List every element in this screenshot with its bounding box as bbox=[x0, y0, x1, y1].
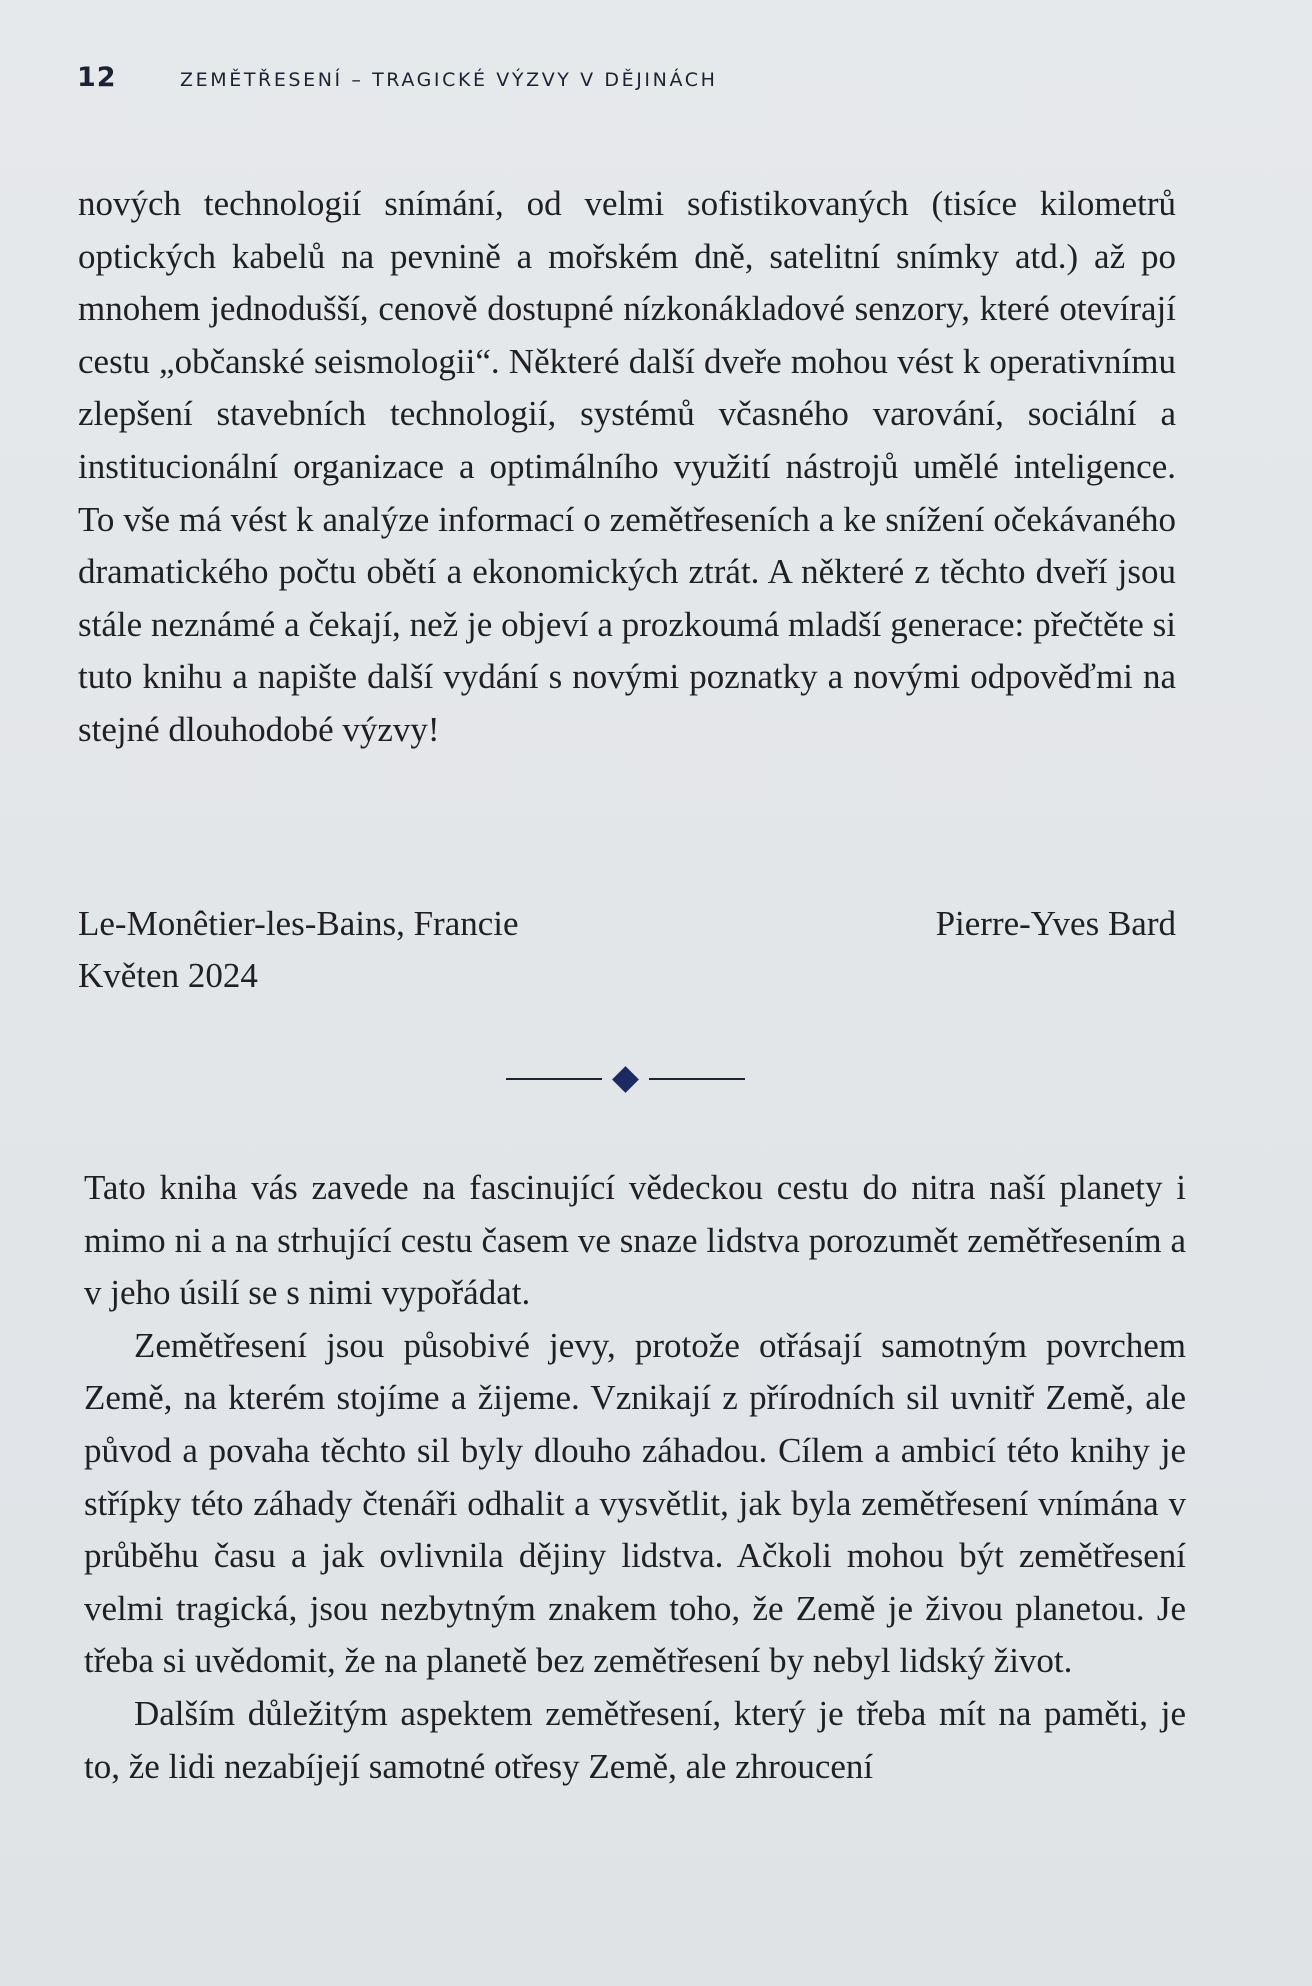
running-header bbox=[77, 62, 717, 93]
paragraph: Tato kniha vás zavede na fascinující vědeckou cestu do nitra naší planety i mimo ni a na strhující cestu časem ve snaze lidstva porozumět zemětřesením a v jeho úsilí se s nimi vypořádat. bbox=[84, 1168, 1186, 1313]
section-divider bbox=[494, 1064, 756, 1094]
signature-date: Květen 2024 bbox=[78, 956, 258, 995]
page-number: 12 bbox=[77, 62, 117, 93]
signature-author: Pierre-Yves Bard bbox=[935, 904, 1176, 943]
running-title: ZEMĚTŘESENÍ – TRAGICKÉ VÝZVY V DĚJINÁCH bbox=[180, 69, 718, 91]
introduction-text bbox=[84, 1162, 1186, 1793]
paragraph: Dalším důležitým aspektem zemětřesení, který je třeba mít na paměti, je to, že lidi nezabíjejí samotné otřesy Země, ale zhroucení bbox=[84, 1693, 1186, 1786]
divider-line-right bbox=[649, 1078, 745, 1080]
diamond-ornament-icon bbox=[612, 1066, 639, 1093]
divider-line-left bbox=[506, 1078, 602, 1080]
signature-row bbox=[78, 898, 1176, 950]
paragraph: Zemětřesení jsou působivé jevy, protože otřásají samotným povrchem Země, na kterém stojíme a žijeme. Vznikají z přírodních sil uvnitř Země, ale původ a povaha těchto sil byly dlouho záhadou. Cílem a ambicí této knihy je střípky této záhady čtenáři odhalit a vysvětlit, jak byla zemětřesení vnímána v průběhu času a jak ovlivnila dějiny lidstva. Ačkoli mohou být zemětřesení velmi tragická, jsou nezbytným znakem toho, že Země je živou planetou. Je třeba si uvědomit, že na planetě bez zemětřesení by nebyl lidský život. bbox=[84, 1325, 1186, 1681]
signature-place: Le-Monêtier-les-Bains, Francie bbox=[78, 904, 519, 943]
signature-block bbox=[78, 898, 1176, 1002]
paragraph: nových technologií snímání, od velmi sofistikovaných (tisíce kilometrů optických kabelů na pevnině a mořském dně, satelitní snímky atd.) až po mnohem jednodušší, cenově dostupné nízkonákladové senzory, které otevírají cestu „občanské seismologii“. Některé další dveře mohou vést k operativnímu zlepšení stavebních technologií, systémů včasného varování, sociální a institucionální organizace a optimálního využití nástrojů umělé inteligence. To vše má vést k analýze informací o zemětřeseních a ke snížení očekávaného dramatického počtu obětí a ekonomických ztrát. A některé z těchto dveří jsou stále neznámé a čekají, než je objeví a prozkoumá mladší generace: přečtěte si tuto knihu a napište další vydání s novými poznatky a novými odpověďmi na stejné dlouhodobé výzvy! bbox=[78, 184, 1176, 749]
foreword-closing-text bbox=[78, 178, 1176, 757]
